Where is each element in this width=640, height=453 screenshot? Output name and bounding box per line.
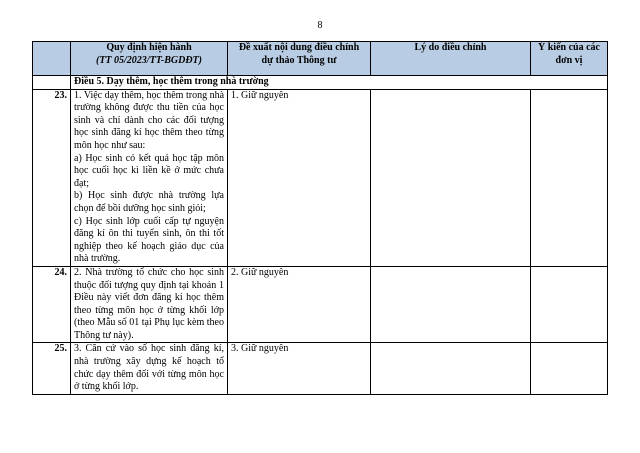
clause-paragraph: 1. Việc dạy thêm, học thêm trong nhà trường không được thu tiền của học sinh và chỉ dành cho các đối tượng học sinh đăng kí học thêm theo từng môn học như sau: — [74, 89, 225, 151]
header-opinion — [531, 42, 608, 76]
clause-paragraph: c) Học sinh lớp cuối cấp tự nguyện đăng kí ôn thi tuyển sinh, ôn thi tốt nghiệp theo kế hoạch giáo dục của nhà trường. — [74, 215, 224, 265]
row-number: 23. — [33, 89, 71, 266]
header-current-title: Quy định hiện hành — [106, 42, 192, 53]
header-proposal-line2: dự thảo Thông tư — [261, 54, 337, 66]
header-proposal — [228, 42, 371, 76]
table-row — [33, 343, 608, 394]
clause-paragraph: a) Học sinh có kết quả học tập môn học cuối học kì liền kề ở mức chưa đạt; — [74, 152, 224, 189]
table-row — [33, 266, 608, 343]
current-regulation-text — [71, 343, 228, 394]
row-number: 25. — [33, 343, 71, 394]
header-reason-label: Lý do điều chỉnh — [414, 42, 487, 53]
current-regulation-text — [71, 266, 228, 343]
clause-paragraph: 3. Căn cứ vào số học sinh đăng kí, nhà trường xây dựng kế hoạch tổ chức dạy thêm đối với từng môn học ở từng khối lớp. — [74, 343, 224, 393]
reason-cell — [371, 266, 531, 343]
section-title: Điều 5. Dạy thêm, học thêm trong nhà trường — [71, 76, 608, 90]
clause-paragraph: b) Học sinh được nhà trường lựa chọn để bồi dưỡng học sinh giỏi; — [74, 190, 224, 214]
header-opinion-line2: đơn vị — [555, 54, 583, 66]
proposal-text: 3. Giữ nguyên — [228, 343, 371, 394]
header-number-cell — [33, 42, 71, 76]
regulation-review-table — [32, 41, 608, 395]
opinion-cell — [531, 343, 608, 394]
table-row — [33, 89, 608, 266]
opinion-cell — [531, 89, 608, 266]
page-number: 8 — [317, 20, 323, 31]
clause-paragraph: 2. Nhà trường tổ chức cho học sinh thuộc đối tượng quy định tại khoản 1 Điều này viết đơn đăng kí học thêm theo từng môn học ở từng khối lớp (theo Mẫu số 01 tại Phụ lục kèm theo Thông tư này). — [74, 266, 224, 341]
section-row — [33, 76, 608, 90]
header-reason — [371, 42, 531, 76]
proposal-text: 2. Giữ nguyên — [228, 266, 371, 343]
header-proposal-line1: Đề xuất nội dung điều chỉnh — [238, 42, 360, 53]
header-row — [33, 42, 608, 76]
current-regulation-text — [71, 89, 228, 266]
row-number: 24. — [33, 266, 71, 343]
reason-cell — [371, 89, 531, 266]
opinion-cell — [531, 266, 608, 343]
reason-cell — [371, 343, 531, 394]
header-current-regulation — [71, 42, 228, 76]
section-number-cell — [33, 76, 71, 90]
header-current-circular: (TT 05/2023/TT-BGDĐT) — [95, 54, 202, 66]
proposal-text: 1. Giữ nguyên — [228, 89, 371, 266]
header-opinion-line1: Ý kiến của các — [538, 42, 600, 53]
